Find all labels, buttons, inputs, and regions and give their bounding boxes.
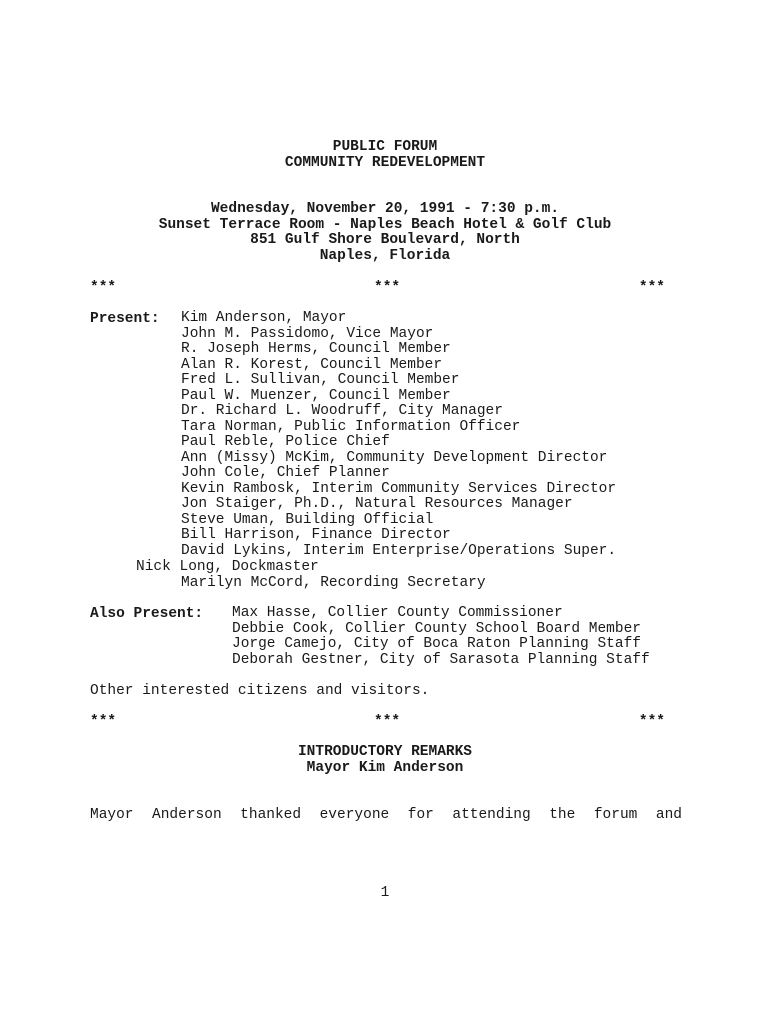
section-heading [0, 745, 770, 776]
word: thanked [240, 807, 302, 823]
separator-left: *** [90, 714, 117, 730]
attendee: Alan R. Korest, Council Member [181, 356, 443, 373]
section-subtitle: Mayor Kim Anderson [306, 759, 464, 776]
guest: Jorge Camejo, City of Boca Raton Planning Staff [232, 636, 641, 652]
separator-left: *** [90, 280, 117, 296]
present-label: Present: [90, 311, 160, 327]
meeting-city: Naples, Florida [319, 247, 451, 264]
word: Anderson [152, 807, 222, 823]
section-title: INTRODUCTORY REMARKS [297, 744, 473, 760]
attendee: Tara Norman, Public Information Officer [181, 418, 521, 435]
word: and [655, 807, 682, 823]
also-present-label: Also Present: [90, 606, 204, 622]
others-note: Other interested citizens and visitors. [90, 683, 430, 699]
attendee: Bill Harrison, Finance Director [181, 527, 451, 543]
attendee: Paul Reble, Police Chief [181, 434, 390, 450]
heading-subtitle: COMMUNITY REDEVELOPMENT [284, 154, 486, 171]
document-heading [0, 140, 770, 171]
attendee: Paul W. Muenzer, Council Member [181, 387, 451, 404]
recording-secretary: Marilyn McCord, Recording Secretary [181, 574, 486, 591]
meeting-address: 851 Gulf Shore Boulevard, North [250, 232, 520, 248]
separator-row [90, 714, 665, 730]
attendee: David Lykins, Interim Enterprise/Operations Super. [181, 542, 617, 559]
meeting-info [0, 202, 770, 264]
body-paragraph-line [90, 807, 682, 823]
attendee: John Cole, Chief Planner [181, 465, 390, 481]
also-present-list [232, 606, 650, 668]
page-number: 1 [380, 885, 390, 901]
meeting-venue: Sunset Terrace Room - Naples Beach Hotel & Golf Club [158, 216, 612, 233]
word: for [407, 807, 434, 823]
attendee: R. Joseph Herms, Council Member [181, 341, 451, 357]
word: the [549, 807, 576, 823]
present-list [181, 311, 616, 559]
heading-title: PUBLIC FORUM [332, 139, 438, 155]
separator-right: *** [638, 714, 665, 730]
word: forum [593, 807, 638, 823]
attendee: Fred L. Sullivan, Council Member [181, 372, 460, 388]
attendee: Kim Anderson, Mayor [181, 310, 347, 326]
word: Mayor [90, 807, 134, 823]
guest: Max Hasse, Collier County Commissioner [232, 605, 563, 621]
word: attending [452, 807, 531, 823]
separator-center: *** [374, 714, 401, 730]
attendee: Jon Staiger, Ph.D., Natural Resources Manager [181, 496, 573, 512]
meeting-datetime: Wednesday, November 20, 1991 - 7:30 p.m. [210, 201, 560, 217]
attendee: John M. Passidomo, Vice Mayor [181, 325, 434, 342]
guest: Deborah Gestner, City of Sarasota Planning Staff [232, 651, 650, 668]
separator-center: *** [374, 280, 401, 296]
attendee: Steve Uman, Building Official [181, 511, 434, 528]
attendee: Ann (Missy) McKim, Community Development Director [181, 449, 608, 466]
separator-right: *** [638, 280, 665, 296]
guest: Debbie Cook, Collier County School Board Member [232, 620, 641, 637]
attendee-offset: Nick Long, Dockmaster [136, 559, 319, 575]
attendee: Kevin Rambosk, Interim Community Services Director [181, 480, 617, 497]
attendee: Dr. Richard L. Woodruff, City Manager [181, 403, 503, 419]
separator-row [90, 280, 665, 296]
word: everyone [319, 807, 390, 823]
